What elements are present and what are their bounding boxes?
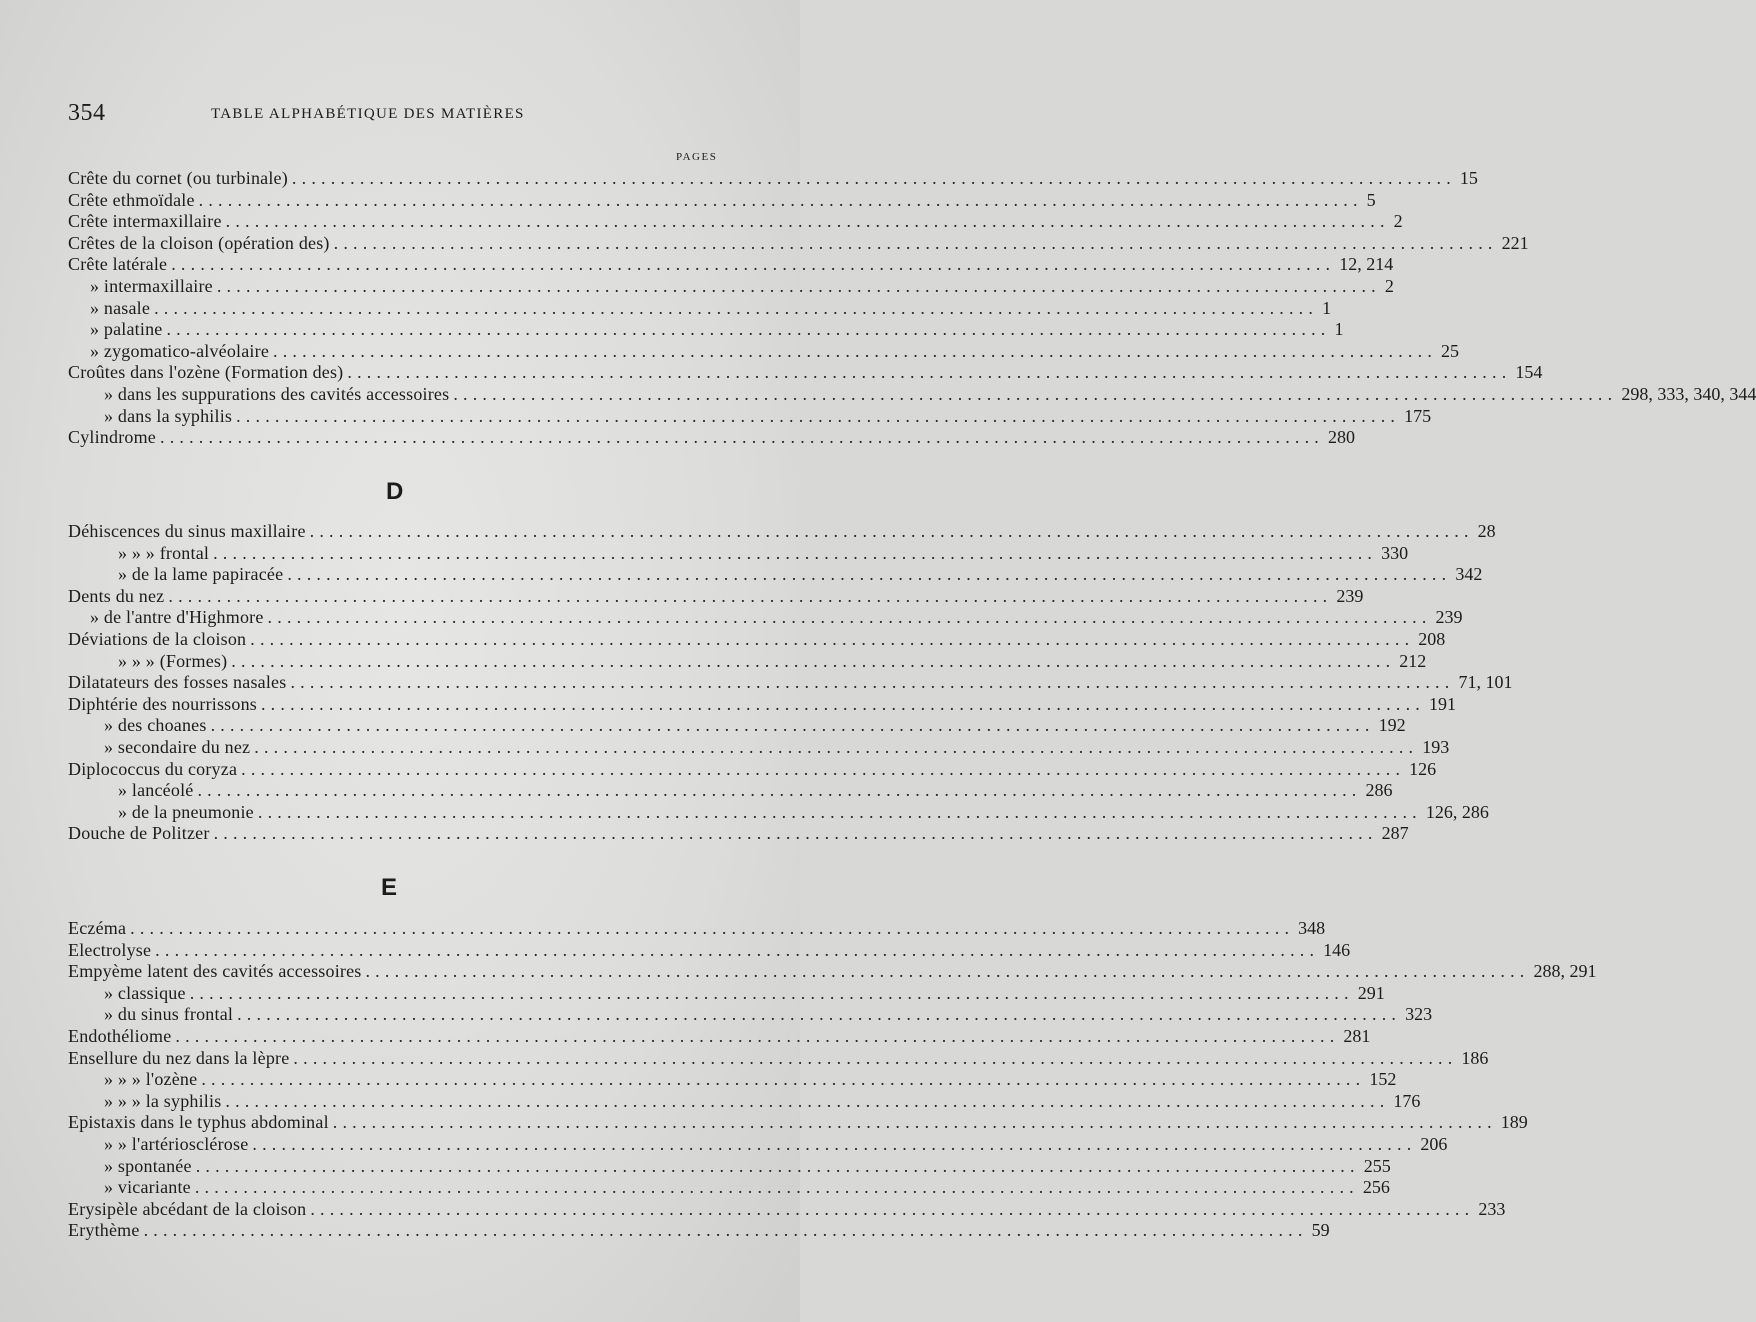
dot-leader: ........................................................................................................................ (309, 521, 1474, 541)
entry-text: Endothéliome (68, 1025, 172, 1046)
entry-page-ref: 28 (1477, 521, 1496, 541)
entry-text: Electrolyse (68, 939, 152, 960)
index-entry (68, 1047, 1489, 1070)
entry-page-ref: 154 (1515, 362, 1543, 383)
entry-page-ref: 323 (1405, 1004, 1433, 1025)
entry-text: Eczéma (68, 918, 127, 938)
entry-page-ref: 239 (1435, 607, 1463, 628)
entry-page-ref: 281 (1343, 1025, 1371, 1046)
page-header (68, 100, 728, 130)
dot-leader: ........................................................................................................................ (273, 340, 1438, 361)
index-entry (68, 405, 1432, 428)
index-entry (68, 780, 1393, 802)
entry-page-ref: 280 (1328, 427, 1355, 448)
entry-text: Crête intermaxillaire (68, 211, 222, 232)
entry-text: » » » frontal (118, 542, 210, 563)
entry-page-ref: 59 (1311, 1220, 1330, 1241)
entry-text: » de l'antre d'Highmore (90, 607, 264, 628)
dot-leader: ........................................................................................................................ (333, 232, 1498, 253)
dot-leader: ........................................................................................................................ (225, 1090, 1390, 1111)
entry-text: Dilatateurs des fosses nasales (68, 672, 287, 693)
index-section-e (68, 918, 1597, 1242)
index-entry (68, 254, 1394, 276)
index-entry (68, 542, 1409, 565)
index-entry (68, 340, 1460, 363)
dot-leader: ........................................................................................................................ (291, 168, 1456, 188)
index-entry (68, 650, 1427, 673)
dot-leader: ........................................................................................................................ (310, 1198, 1475, 1219)
dot-leader: ........................................................................................................................ (154, 297, 1319, 318)
entry-page-ref: 208 (1418, 628, 1446, 649)
index-entry (68, 1198, 1506, 1221)
entry-text: Diphtérie des nourrissons (68, 693, 257, 714)
entry-page-ref: 2 (1384, 275, 1394, 296)
dot-leader: ........................................................................................................................ (250, 628, 1415, 649)
dot-leader: ........................................................................................................................ (160, 427, 1324, 448)
entry-text: Déviations de la cloison (68, 628, 247, 649)
index-entry (68, 961, 1597, 983)
entry-text: Crête ethmoïdale (68, 189, 195, 210)
entry-text: Crête du cornet (ou turbinale) (68, 168, 288, 188)
entry-page-ref: 342 (1455, 564, 1483, 585)
entry-page-ref: 12, 214 (1339, 254, 1394, 275)
entry-page-ref: 206 (1420, 1133, 1448, 1154)
entry-page-ref: 255 (1363, 1155, 1391, 1176)
dot-leader: ........................................................................................................................ (332, 1112, 1497, 1133)
entry-text: » vicariante (104, 1177, 191, 1198)
index-entry (68, 918, 1326, 940)
entry-text: Dents du nez (68, 585, 165, 606)
entry-page-ref: 146 (1323, 939, 1351, 960)
entry-page-ref: 186 (1461, 1047, 1489, 1068)
entry-page-ref: 71, 101 (1458, 672, 1513, 693)
dot-leader: ........................................................................................................................ (225, 211, 1390, 232)
entry-text: Douche de Politzer (68, 823, 210, 844)
index-entry (68, 427, 1355, 449)
entry-page-ref: 15 (1459, 168, 1478, 188)
index-entry (68, 939, 1351, 962)
index-entry (68, 275, 1394, 298)
dot-leader: ........................................................................................................................ (290, 672, 1455, 693)
entry-page-ref: 1 (1322, 297, 1332, 318)
dot-leader: ........................................................................................................................ (241, 758, 1406, 779)
index-entry (68, 1155, 1391, 1178)
entry-text: » de la lame papiracée (118, 564, 284, 585)
section-letter-d: D (386, 478, 404, 505)
entry-page-ref: 189 (1500, 1112, 1528, 1133)
dot-leader: ........................................................................................................................ (195, 1155, 1360, 1176)
index-entry (68, 672, 1513, 694)
dot-leader: ........................................................................................................................ (143, 1220, 1308, 1241)
dot-leader: ........................................................................................................................ (194, 1177, 1359, 1198)
entry-text: » de la pneumonie (118, 801, 254, 822)
entry-page-ref: 291 (1357, 982, 1385, 1003)
dot-leader: ........................................................................................................................ (198, 189, 1363, 210)
page-number: 354 (68, 100, 106, 126)
entry-page-ref: 233 (1478, 1198, 1506, 1219)
index-entry (68, 1177, 1390, 1199)
entry-text: Erysipèle abcédant de la cloison (68, 1198, 307, 1219)
index-entry (68, 628, 1446, 651)
entry-page-ref: 126, 286 (1425, 801, 1489, 822)
index-entry (68, 1112, 1528, 1134)
entry-page-ref: 212 (1399, 650, 1427, 671)
section-letter-e: E (381, 874, 398, 901)
dot-leader: ........................................................................................................................ (189, 982, 1354, 1003)
entry-page-ref: 348 (1298, 918, 1326, 938)
index-entry (68, 297, 1332, 320)
dot-leader: ........................................................................................................................ (213, 542, 1378, 563)
entry-page-ref: 2 (1393, 211, 1403, 232)
dot-leader: ........................................................................................................................ (453, 383, 1618, 404)
dot-leader: ........................................................................................................................ (260, 693, 1425, 714)
dot-leader: ........................................................................................................................ (213, 823, 1378, 844)
entry-text: » palatine (90, 319, 163, 340)
running-title: TABLE ALPHABÉTIQUE DES MATIÈRES (211, 106, 525, 122)
index-entry (68, 564, 1483, 586)
entry-text: » » » l'ozène (104, 1069, 198, 1090)
entry-text: » dans la syphilis (104, 405, 233, 426)
dot-leader: ........................................................................................................................ (171, 254, 1336, 275)
dot-leader: ........................................................................................................................ (201, 1069, 1366, 1090)
entry-page-ref: 256 (1362, 1177, 1390, 1198)
entry-page-ref: 286 (1365, 780, 1393, 801)
entry-page-ref: 288, 291 (1533, 961, 1597, 982)
index-section-c (68, 168, 1756, 449)
entry-page-ref: 221 (1501, 232, 1529, 253)
index-entry (68, 383, 1756, 406)
entry-text: » zygomatico-alvéolaire (90, 340, 270, 361)
dot-leader: ........................................................................................................................ (168, 585, 1333, 606)
entry-text: Crêtes de la cloison (opération des) (68, 232, 330, 253)
entry-text: Diplococcus du coryza (68, 758, 238, 779)
index-entry (68, 823, 1409, 845)
entry-text: » dans les suppurations des cavités accessoires (104, 383, 450, 404)
dot-leader: ........................................................................................................................ (347, 362, 1512, 383)
entry-page-ref: 192 (1378, 715, 1406, 736)
entry-text: Cylindrome (68, 427, 156, 448)
entry-text: Croûtes dans l'ozène (Formation des) (68, 362, 344, 383)
index-section-d (68, 521, 1513, 845)
index-entry (68, 189, 1376, 212)
index-entry (68, 362, 1543, 384)
index-entry (68, 1090, 1421, 1113)
dot-leader: ........................................................................................................................ (155, 939, 1320, 960)
pages-column-label: PAGES (676, 151, 718, 163)
entry-text: » secondaire du nez (104, 736, 251, 757)
entry-page-ref: 191 (1428, 693, 1456, 714)
dot-leader: ........................................................................................................................ (365, 961, 1530, 982)
index-entry (68, 801, 1489, 824)
index-entry (68, 1133, 1448, 1156)
entry-text: Ensellure du nez dans la lèpre (68, 1047, 290, 1068)
entry-text: Déhiscences du sinus maxillaire (68, 521, 306, 541)
index-entry (68, 232, 1529, 255)
dot-leader: ........................................................................................................................ (257, 801, 1422, 822)
entry-page-ref: 126 (1409, 758, 1437, 779)
entry-text: Empyème latent des cavités accessoires (68, 961, 362, 982)
index-entry (68, 168, 1478, 190)
dot-leader: ........................................................................................................................ (216, 275, 1381, 296)
dot-leader: ........................................................................................................................ (210, 715, 1375, 736)
entry-page-ref: 25 (1441, 340, 1460, 361)
index-entry (68, 585, 1364, 608)
entry-text: » du sinus frontal (104, 1004, 234, 1025)
entry-text: » intermaxillaire (90, 275, 213, 296)
entry-page-ref: 287 (1381, 823, 1409, 844)
entry-page-ref: 239 (1336, 585, 1364, 606)
entry-text: » spontanée (104, 1155, 192, 1176)
entry-page-ref: 5 (1366, 189, 1376, 210)
dot-leader: ........................................................................................................................ (293, 1047, 1458, 1068)
dot-leader: ........................................................................................................................ (237, 1004, 1402, 1025)
entry-text: Crête latérale (68, 254, 168, 275)
entry-page-ref: 193 (1422, 736, 1450, 757)
index-entry (68, 1220, 1330, 1242)
dot-leader: ........................................................................................................................ (130, 918, 1295, 938)
index-entry (68, 736, 1450, 759)
entry-text: Epistaxis dans le typhus abdominal (68, 1112, 329, 1133)
dot-leader: ........................................................................................................................ (252, 1133, 1417, 1154)
dot-leader: ........................................................................................................................ (236, 405, 1401, 426)
index-entry (68, 521, 1496, 543)
index-entry (68, 319, 1344, 341)
dot-leader: ........................................................................................................................ (267, 607, 1432, 628)
entry-text: » » l'artériosclérose (104, 1133, 249, 1154)
entry-page-ref: 175 (1404, 405, 1432, 426)
index-entry (68, 1069, 1397, 1091)
entry-page-ref: 330 (1381, 542, 1409, 563)
entry-page-ref: 176 (1393, 1090, 1421, 1111)
entry-text: » des choanes (104, 715, 207, 736)
entry-text: » » » la syphilis (104, 1090, 222, 1111)
dot-leader: ........................................................................................................................ (231, 650, 1396, 671)
entry-text: » nasale (90, 297, 151, 318)
index-entry (68, 211, 1403, 233)
entry-page-ref: 298, 333, 340, 344 (1621, 383, 1756, 404)
index-entry (68, 758, 1437, 781)
index-entry (68, 1025, 1371, 1048)
entry-page-ref: 1 (1334, 319, 1344, 340)
index-entry (68, 715, 1406, 737)
index-entry (68, 982, 1385, 1005)
dot-leader: ........................................................................................................................ (197, 780, 1362, 801)
index-entry (68, 607, 1463, 629)
entry-page-ref: 152 (1369, 1069, 1397, 1090)
dot-leader: ........................................................................................................................ (287, 564, 1452, 585)
index-entry (68, 1004, 1433, 1026)
entry-text: » lancéolé (118, 780, 194, 801)
dot-leader: ........................................................................................................................ (175, 1025, 1340, 1046)
index-entry (68, 693, 1456, 716)
entry-text: » classique (104, 982, 186, 1003)
dot-leader: ........................................................................................................................ (166, 319, 1331, 340)
dot-leader: ........................................................................................................................ (254, 736, 1419, 757)
entry-text: » » » (Formes) (118, 650, 228, 671)
entry-text: Erythème (68, 1220, 140, 1241)
